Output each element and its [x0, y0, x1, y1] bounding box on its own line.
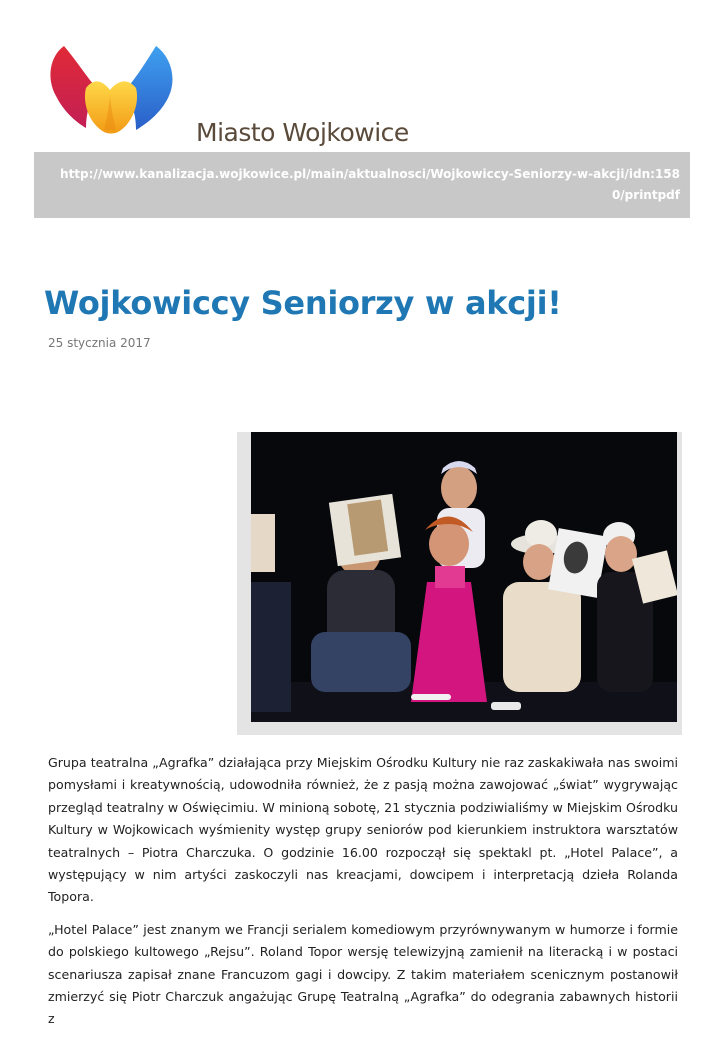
article-body: [48, 752, 678, 1041]
article-title: Wojkowiccy Seniorzy w akcji!: [44, 284, 562, 322]
article-paragraph-2: „Hotel Palace” jest znanym we Francji serialem komediowym przyrównywanym w humorze i formie do polskiego kultowego „Rejsu”. Roland Topor wersję telewizyjną zamienił na literacką i w postaci scenariusza zapisał znane Francuzom gagi i dowcipy. Z takim materiałem scenicznym postanowił zmierzyć się Piotr Charczuk angażując Grupę Teatralną „Agrafka” do odegrania zabawnych historii z: [48, 921, 678, 1027]
article-paragraph-1: Grupa teatralna „Agrafka” działająca przy Miejskim Ośrodku Kultury nie raz zaskakiwała nas swoimi pomysłami i kreatywnością, udowodniła również, że z pasją można zawojować „świat” wygrywając przegląd teatralny w Oświęcimiu. W minioną sobotę, 21 stycznia podziwialiśmy w Miejskim Ośrodku Kultury w Wojkowicach wyśmienity występ grupy seniorów pod kierunkiem instruktora warsztatów teatralnych – Piotra Charczuka. O godzinie 16.00 rozpoczął się spektakl pt. „Hotel Palace”, a występujący w nim artyści zaskoczyli nas kreacjami, dowcipem i interpretacją dzieła Rolanda Topora.: [48, 755, 679, 905]
article-date: 25 stycznia 2017: [48, 336, 151, 350]
source-url-bar: [34, 152, 690, 218]
source-url-line2[interactable]: 0/printpdf: [611, 188, 680, 202]
article-photo: [251, 432, 677, 722]
site-name: Miasto Wojkowice: [196, 118, 409, 147]
city-logo: [46, 42, 178, 136]
source-url-line1[interactable]: http://www.kanalizacja.wojkowice.pl/main/aktualnosci/Wojkowiccy-Seniorzy-w-akcji/idn:158: [60, 167, 680, 181]
